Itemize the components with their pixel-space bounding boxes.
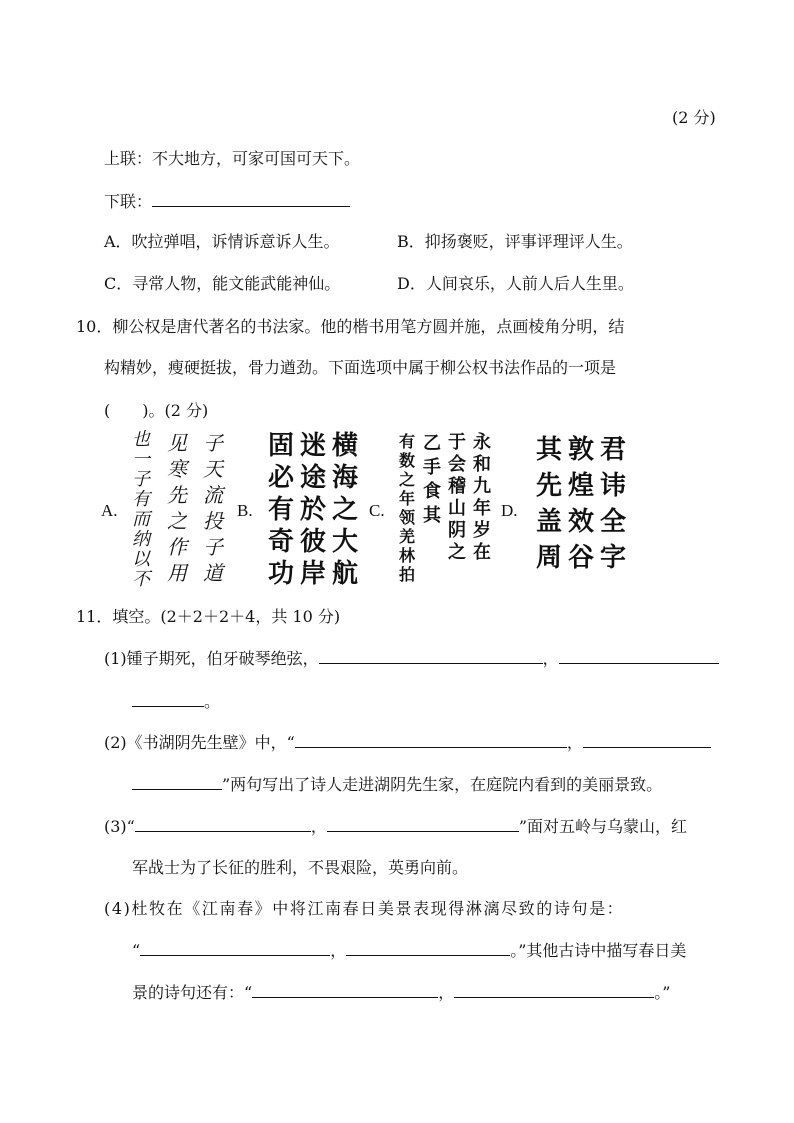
q11-3-blank-1[interactable] — [135, 817, 311, 832]
lower-couplet-blank[interactable] — [152, 192, 350, 207]
q11-item-3 — [104, 817, 687, 837]
lower-couplet-line — [104, 192, 350, 212]
q11-3-comma: ， — [310, 817, 327, 836]
q11-item-4: (4)杜牧在《江南春》中将江南春日美景表现得淋漓尽致的诗句是： — [104, 899, 625, 918]
q11-title: 11．填空。(2＋2＋2＋4，共 10 分) — [76, 607, 341, 626]
q11-1-comma: ， — [542, 649, 559, 668]
calligraphy-c-col-3: 于会稽山阴之 — [448, 432, 466, 563]
q11-3-prompt: (3)“ — [104, 817, 135, 836]
q11-4-blank-2[interactable] — [346, 941, 510, 956]
calligraphy-image-a[interactable] — [122, 430, 230, 590]
q11-item-4-line-2 — [132, 941, 686, 961]
q11-1-prompt: (1)锺子期死，伯牙破琴绝弦， — [104, 649, 319, 668]
q11-3-blank-2[interactable] — [327, 817, 519, 832]
q11-3-cont: 军战士为了长征的胜利，不畏艰险，英勇向前。 — [132, 858, 469, 877]
calligraphy-b-col-2: 迷途於彼岸 — [299, 431, 326, 589]
q11-1-blank-3[interactable] — [132, 692, 204, 707]
q11-item-2-cont — [132, 775, 662, 795]
upper-couplet: 上联：不大地方，可家可国可天下。 — [104, 149, 361, 168]
q10-line-1: 10．柳公权是唐代著名的书法家。他的楷书用笔方圆并施，点画棱角分明，结 — [76, 317, 625, 336]
q11-4-blank-4[interactable] — [454, 983, 654, 998]
calligraphy-a-col-1: 也一子有而纳以不 — [132, 429, 150, 590]
q11-4-prompt-2: 景的诗句还有：“ — [132, 983, 253, 1002]
calligraphy-image-d[interactable] — [530, 432, 634, 592]
q11-item-2 — [104, 733, 711, 753]
q10-line-2: 构精妙，瘦硬挺拔，骨力遒劲。下面选项中属于柳公权书法作品的一项是 — [104, 358, 617, 377]
q11-4-blank-1[interactable] — [140, 941, 330, 956]
calligraphy-c-col-1: 有数之年领羌林拍 — [398, 432, 415, 584]
q11-4-end: 。” — [654, 983, 671, 1002]
q11-item-4-line-3 — [132, 983, 670, 1003]
option-d: D．人间哀乐，人前人后人生里。 — [397, 274, 634, 293]
calligraphy-d-col-3: 君讳全字 — [599, 435, 626, 573]
q11-1-end: 。 — [204, 692, 221, 711]
calligraphy-label-c: C. — [369, 501, 385, 520]
q11-3-desc: ”面对五岭与乌蒙山，红 — [518, 817, 688, 836]
calligraphy-image-c[interactable] — [394, 430, 498, 590]
q11-2-prompt: (2)《书湖阴先生壁》中，“ — [104, 733, 295, 752]
q11-4-blank-3[interactable] — [252, 983, 438, 998]
q11-2-blank-1[interactable] — [295, 733, 567, 748]
points-label: (2 分) — [672, 108, 716, 127]
q11-item-1 — [104, 649, 719, 669]
lower-couplet-label: 下联： — [104, 192, 153, 211]
calligraphy-b-col-1: 固必有奇功 — [267, 431, 294, 589]
q11-4-open-quote: “ — [132, 941, 141, 960]
option-b: B．抑扬褒贬，评事评理评人生。 — [397, 232, 633, 251]
option-a: A．吹拉弹唱，诉情诉意诉人生。 — [104, 232, 340, 251]
calligraphy-d-col-2: 敦煌效谷 — [567, 435, 594, 573]
q11-1-blank-2[interactable] — [559, 649, 719, 664]
calligraphy-c-col-4: 永和九年岁在 — [473, 432, 491, 563]
calligraphy-image-b[interactable] — [262, 430, 362, 590]
calligraphy-a-col-3: 子天流投子道 — [203, 431, 223, 585]
calligraphy-label-a: A. — [101, 501, 118, 520]
calligraphy-a-col-2: 见寒先之作用 — [167, 431, 187, 585]
q11-4-comma: ， — [330, 941, 347, 960]
q11-2-blank-3[interactable] — [132, 775, 222, 790]
q11-4-comma-2: ， — [438, 983, 455, 1002]
q10-line-3: ( )。(2 分) — [104, 401, 209, 420]
q11-4-close: 。”其他古诗中描写春日美 — [510, 941, 687, 960]
calligraphy-d-col-1: 其先盖周 — [535, 435, 562, 573]
q11-2-desc: ”两句写出了诗人走进湖阴先生家，在庭院内看到的美丽景致。 — [222, 775, 663, 794]
calligraphy-label-b: B. — [237, 501, 253, 520]
calligraphy-c-col-2: 乙手食其 — [423, 433, 441, 526]
option-c: C．寻常人物，能文能武能神仙。 — [104, 274, 341, 293]
q11-2-comma: ， — [566, 733, 583, 752]
q11-2-blank-2[interactable] — [583, 733, 711, 748]
q11-1-blank-1[interactable] — [319, 649, 543, 664]
calligraphy-b-col-3: 横海之大航 — [331, 431, 358, 589]
calligraphy-label-d: D. — [501, 501, 518, 520]
q11-item-1-cont — [132, 692, 220, 712]
